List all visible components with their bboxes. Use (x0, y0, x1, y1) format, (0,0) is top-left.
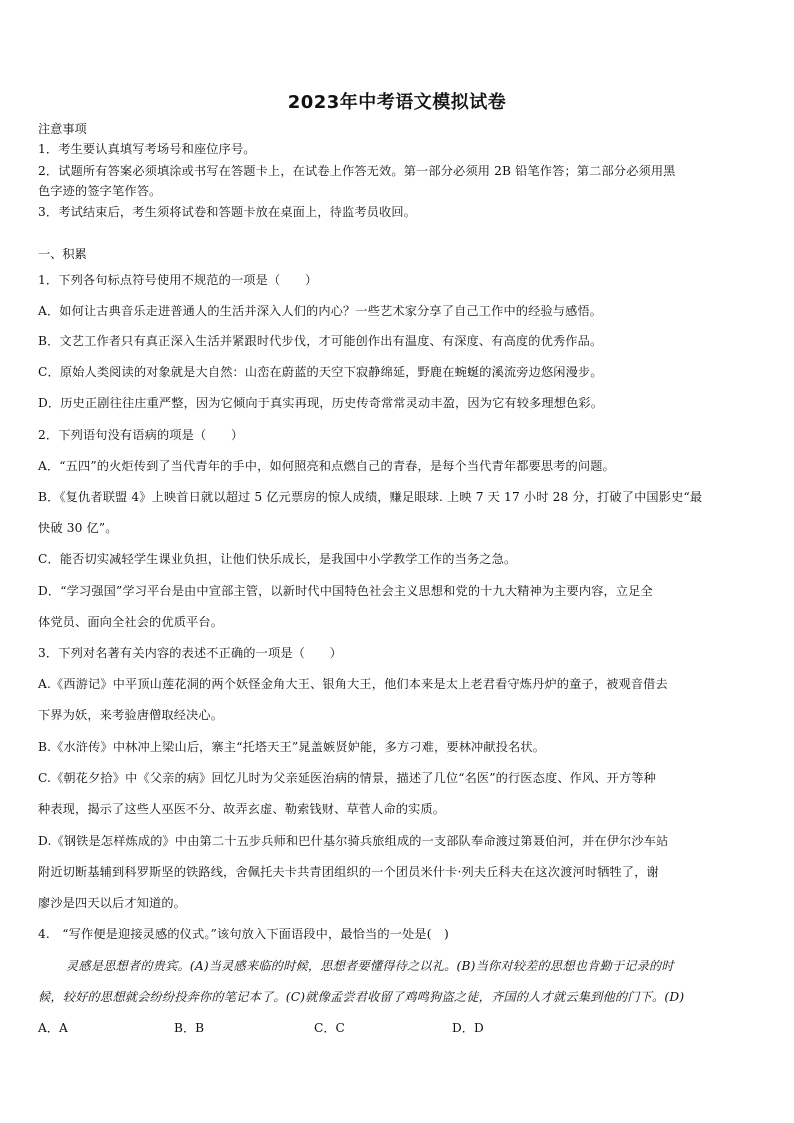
q3-option-c: C.《朝花夕拾》中《父亲的病》回忆儿时为父亲延医治病的情景，描述了几位“名医”的行医态度、作风、开方等种 (38, 771, 657, 785)
q1-option-d: D．历史正剧往往庄重严整，因为它倾向于真实再现，历史传奇常常灵动丰盈，因为它有较多理想色彩。 (38, 396, 604, 410)
notice-item-2: 2．试题所有答案必须填涂或书写在答题卡上，在试卷上作答无效。第一部分必须用 2B 铅笔作答；第二部分必须用黑 (38, 164, 676, 178)
notice-item-2-cont: 色字迹的签字笔作答。 (38, 184, 162, 198)
notice-item-1: 1．考生要认真填写考场号和座位序号。 (38, 142, 256, 156)
q2-stem: 2．下列语句没有语病的项是（ ） (38, 428, 244, 442)
q4-option-b: B．B (174, 1021, 205, 1035)
q3-option-a-cont: 下界为妖，来考验唐僧取经决心。 (38, 708, 224, 722)
q2-option-d: D．“学习强国”学习平台是由中宣部主管，以新时代中国特色社会主义思想和党的十九大精神为主要内容，立足全 (38, 584, 653, 598)
q4-option-d: D．D (452, 1021, 484, 1035)
q2-option-b-cont: 快破 30 亿”。 (38, 521, 118, 535)
q4-option-a: A．A (38, 1021, 68, 1035)
q2-option-c: C．能否切实减轻学生课业负担，让他们快乐成长，是我国中小学教学工作的当务之急。 (38, 552, 517, 566)
q2-option-b: B．《复仇者联盟 4》上映首日就以超过 5 亿元票房的惊人成绩，赚足眼球. 上映 7 天 17 小时 28 分，打破了中国影史“最 (38, 490, 703, 504)
notice-item-3: 3．考试结束后，考生须将试卷和答题卡放在桌面上，待监考员收回。 (38, 205, 417, 219)
q4-passage-line-2: 候，较好的思想就会纷纷投奔你的笔记本了。(C)就像孟尝君收留了鸡鸣狗盗之徒，齐国的人才就云集到他的门下。(D) (38, 990, 685, 1004)
q1-stem: 1．下列各句标点符号使用不规范的一项是（ ） (38, 273, 318, 287)
q3-option-d: D.《钢铁是怎样炼成的》中由第二十五步兵师和巴什基尔骑兵旅组成的一支部队奉命渡过第聂伯河，并在伊尔沙车站 (38, 834, 669, 848)
q2-option-a: A．“五四”的火炬传到了当代青年的手中，如何照亮和点燃自己的青春，是每个当代青年都要思考的问题。 (38, 459, 615, 473)
q3-option-a: A.《西游记》中平顶山莲花洞的两个妖怪金角大王、银角大王，他们本来是太上老君看守炼丹炉的童子，被观音借去 (38, 677, 668, 691)
q3-stem: 3．下列对名著有关内容的表述不正确的一项是（ ） (38, 646, 343, 660)
q3-option-c-cont: 种表现，揭示了这些人巫医不分、故弄玄虚、勒索钱财、草菅人命的实质。 (38, 802, 446, 816)
q1-option-a: A．如何让古典音乐走进普通人的生活并深入人们的内心？一些艺术家分享了自己工作中的经验与感悟。 (38, 304, 603, 318)
section-heading: 一、积累 (38, 247, 87, 261)
q3-option-d-cont2: 廖沙是四天以后才知道的。 (38, 896, 187, 910)
q4-option-c: C．C (314, 1021, 345, 1035)
q3-option-b: B.《水浒传》中林冲上梁山后，寨主“托塔天王”晁盖嫉贤妒能，多方刁难，要林冲献投名状。 (38, 740, 546, 754)
q2-option-d-cont: 体党员、面向全社会的优质平台。 (38, 615, 224, 629)
q4-stem: 4. “写作便是迎接灵感的仪式。”该句放入下面语段中，最恰当的一处是( ) (38, 927, 449, 941)
page-title: 2023年中考语文模拟试卷 (287, 92, 507, 113)
q4-passage-line-1: 灵感是思想者的贵宾。(A)当灵感来临的时候，思想者要懂得待之以礼。(B)当你对较差的思想也肯勤于记录的时 (66, 959, 674, 973)
notice-heading: 注意事项 (38, 122, 87, 136)
q1-option-c: C．原始人类阅读的对象就是大自然：山峦在蔚蓝的天空下寂静绵延，野鹿在蜿蜒的溪流旁边悠闲漫步。 (38, 365, 603, 379)
q3-option-d-cont: 附近切断基辅到科罗斯坚的铁路线，舍佩托夫卡共青团组织的一个团员米什卡·列夫丘科夫在这次渡河时牺牲了，谢 (38, 865, 659, 879)
q1-option-b: B．文艺工作者只有真正深入生活并紧跟时代步伐，才可能创作出有温度、有深度、有高度的优秀作品。 (38, 334, 603, 348)
